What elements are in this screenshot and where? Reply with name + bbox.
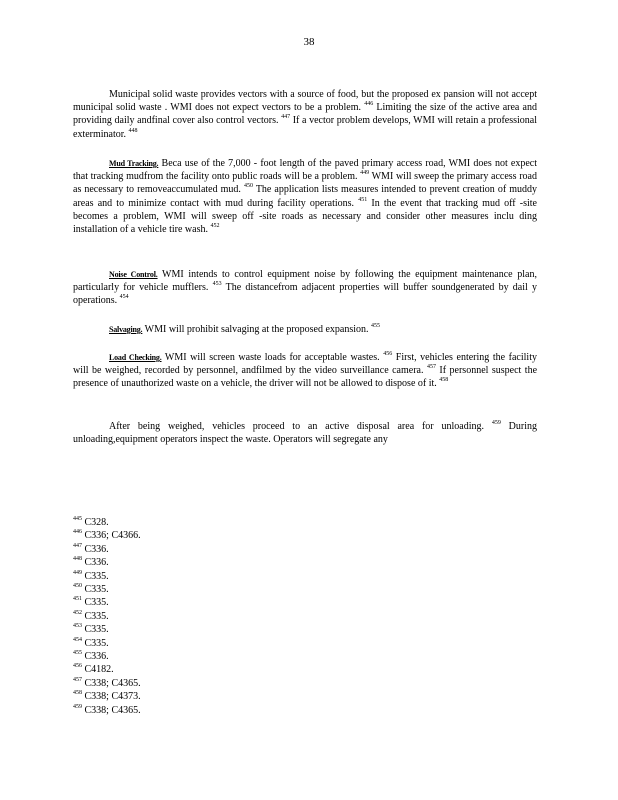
paragraph-text: The application lists measures intended to prevent creation of muddy areas and to minimize contact with mud during facility operations. (73, 184, 537, 209)
footnote-item: $^{447}$ C336. (73, 542, 109, 555)
footnote-item: $^{456}$ C4182. (73, 663, 114, 676)
paragraph-text: If a vector problem develops, WMI will retain a professional exterminator. (73, 115, 537, 140)
paragraph-text: During unloading,equipment operators inspect the waste. Operators will segregate any (73, 421, 537, 446)
paragraph-text: WMI will prohibit salvaging at the proposed expansion. (142, 324, 372, 335)
footnote-ref[interactable]: 456 (383, 351, 393, 357)
paragraph-load-checking (73, 351, 537, 391)
footnote-ref[interactable]: 454 (119, 294, 129, 301)
paragraph-text: WMI intends to control equipment noise by following the equipment maintenance plan, particularly for vehicle mufflers. (73, 269, 537, 294)
paragraph-mud-tracking (73, 157, 537, 236)
footnote-ref[interactable]: 455 (371, 323, 381, 329)
footnote-item: $^{453}$ C335. (73, 623, 109, 636)
footnote-ref[interactable]: 452 (210, 223, 220, 230)
footnote-ref[interactable]: 446 (364, 101, 374, 108)
paragraph-noise-control (73, 268, 537, 308)
footnote-item: $^{449}$ C335. (73, 569, 109, 582)
paragraph-text: Limiting the size of the active area and providing daily andfinal cover also control vectors. (73, 102, 537, 127)
paragraph-text: Municipal solid waste provides vectors with a source of food, but the proposed ex pansion will not accept municipal solid waste . WMI does not expect vectors to be a problem. (73, 89, 537, 114)
paragraph-text: First, vehicles entering the facility will be weighed, recorded by personnel, andfilmed by the video surveillance camera. (73, 352, 537, 377)
paragraph-salvaging (73, 323, 537, 336)
footnote-item: $^{445}$ C328. (73, 516, 109, 528)
footnote-item: $^{455}$ C336. (73, 650, 109, 663)
footnote-ref[interactable]: 458 (439, 377, 449, 384)
footnote-ref[interactable]: 449 (360, 170, 370, 177)
footnote-ref[interactable]: 451 (358, 196, 368, 203)
paragraph-vectors (73, 88, 537, 141)
paragraph-text: In the event that tracking mud off -site becomes a problem, WMI will sweep off -site roads as necessary and consider other measures inclu ding installation of a vehicle tire wash. (73, 197, 537, 236)
footnote-item: $^{451}$ C335. (73, 596, 109, 609)
footnote-item: $^{452}$ C335. (73, 609, 109, 622)
paragraph-text: If personnel suspect the presence of unauthorized waste on a vehicle, the driver will not be allowed to dispose of it. (73, 365, 538, 390)
footnote-ref[interactable]: 447 (281, 114, 291, 121)
footnote-item: $^{457}$ C338; C4365. (73, 676, 141, 689)
footnote-ref[interactable]: 448 (128, 127, 138, 134)
footnote-ref[interactable]: 459 (491, 420, 501, 426)
paragraph-text: The distancefrom adjacent properties will buffer soundgenerated by dail y operations. (73, 282, 537, 307)
footnote-ref[interactable]: 450 (243, 183, 253, 190)
section-heading: Salvaging. (109, 325, 143, 334)
footnote-ref[interactable]: 453 (212, 281, 222, 288)
footnote-item: $^{446}$ C336; C4366. (73, 529, 141, 542)
footnotes (73, 516, 141, 717)
section-heading: Load Checking. (109, 353, 162, 362)
section-heading: Noise Control. (109, 270, 158, 279)
footnote-item: $^{459}$ C338; C4365. (73, 703, 141, 716)
section-heading: Mud Tracking. (109, 159, 159, 168)
paragraph-text: WMI will screen waste loads for acceptable wastes. (161, 352, 384, 363)
paragraph-text: Beca use of the 7,000 - foot length of the paved primary access road, WMI does not expect that tracking mudfrom the facility onto public roads will be a problem. (73, 158, 537, 183)
paragraph-text: After being weighed, vehicles proceed to an active disposal area for unloading. (109, 421, 492, 432)
footnote-item: $^{448}$ C336. (73, 556, 109, 569)
footnote-item: $^{450}$ C335. (73, 583, 109, 596)
footnote-item: $^{454}$ C335. (73, 636, 109, 649)
page-number: 38 (303, 36, 315, 48)
footnote-ref[interactable]: 457 (426, 364, 436, 371)
paragraph-text: WMI will sweep the primary access road as necessary to removeaccumulated mud. (73, 171, 537, 196)
paragraph-unloading (73, 420, 537, 446)
footnote-item: $^{458}$ C338; C4373. (73, 690, 141, 703)
